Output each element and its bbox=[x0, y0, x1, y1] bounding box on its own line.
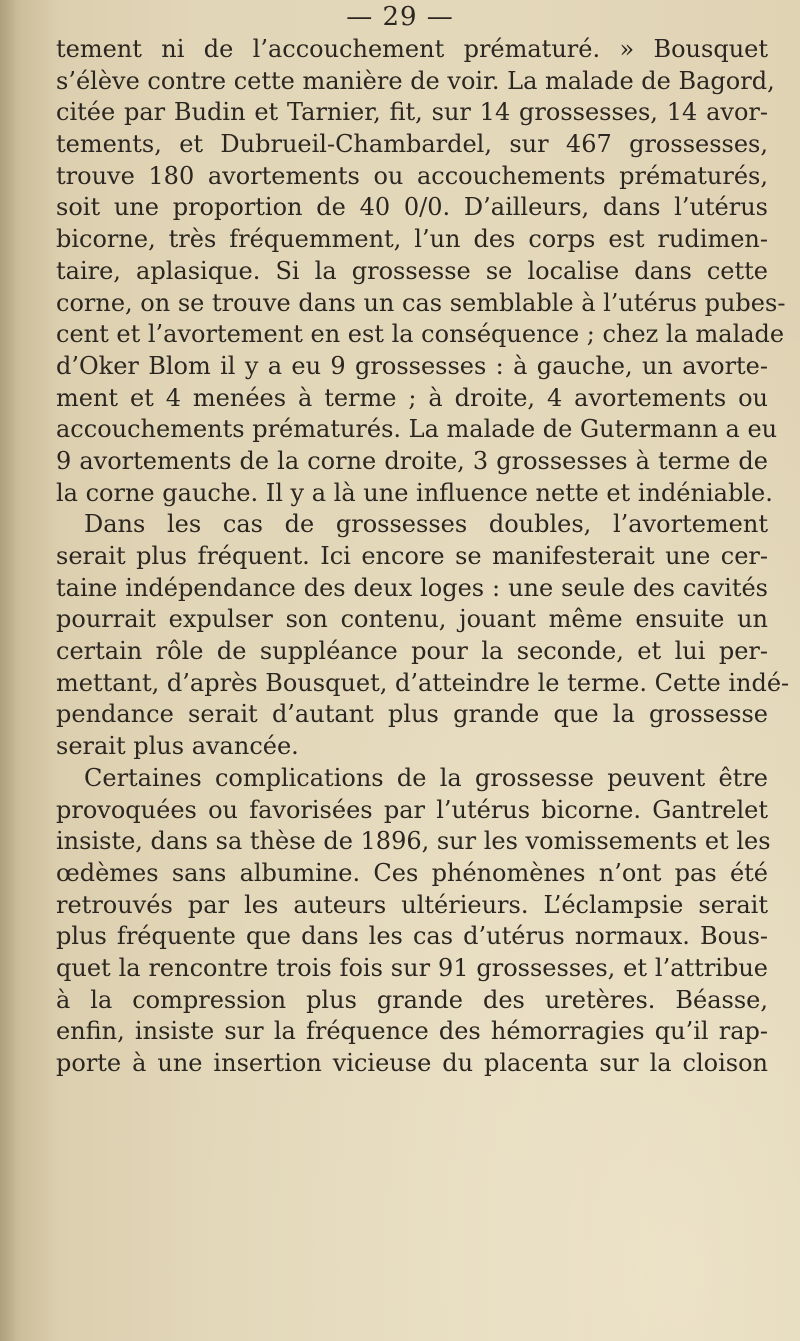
text-line: porte à une insertion vicieuse du placenta sur la cloison bbox=[56, 1049, 768, 1077]
text-line: certain rôle de suppléance pour la seconde, et lui per- bbox=[56, 637, 768, 666]
text-line: accouchements prématurés. La malade de Gutermann a eu bbox=[56, 415, 778, 444]
text-line: pourrait expulser son contenu, jouant même ensuite un bbox=[56, 605, 768, 634]
text-line: quet la rencontre trois fois sur 91 grossesses, et l’attribue bbox=[56, 953, 768, 982]
text-line: mettant, d’après Bousquet, d’atteindre le terme. Cette indé- bbox=[56, 668, 790, 697]
text-line: pendance serait d’autant plus grande que la grossesse bbox=[56, 700, 768, 729]
text-line: 9 avortements de la corne droite, 3 grossesses à terme de bbox=[56, 446, 768, 475]
text-line: s’élève contre cette manière de voir. La malade de Bagord, bbox=[56, 66, 775, 95]
text-line: tements, et Dubrueil-Chambardel, sur 467 grossesses, bbox=[56, 130, 768, 159]
text-line: retrouvés par les auteurs ultérieurs. L’éclampsie serait bbox=[56, 890, 768, 919]
text-line: serait plus avancée. bbox=[56, 732, 299, 761]
text-line: trouve 180 avortements ou accouchements prématurés, bbox=[56, 161, 768, 190]
text-line: d’Oker Blom il y a eu 9 grossesses : à gauche, un avorte- bbox=[56, 351, 768, 380]
text-line: tement ni de l’accouchement prématuré. » Bousquet bbox=[56, 35, 768, 63]
text-line: taire, aplasique. Si la grossesse se localise dans cette bbox=[56, 256, 768, 285]
text-line: citée par Budin et Tarnier, fit, sur 14 grossesses, 14 avor- bbox=[56, 98, 768, 127]
page-number: — 29 — bbox=[346, 2, 454, 32]
text-line: Dans les cas de grossesses doubles, l’avortement bbox=[84, 510, 768, 539]
text-line: la corne gauche. Il y a là une influence nette et indéniable. bbox=[56, 478, 773, 507]
text-line: à la compression plus grande des uretères. Béasse, bbox=[56, 985, 768, 1014]
text-line: corne, on se trouve dans un cas semblable à l’utérus pubes- bbox=[56, 288, 786, 317]
text-line: enfin, insiste sur la fréquence des hémorragies qu’il rap- bbox=[56, 1017, 768, 1046]
text-line: cent et l’avortement en est la conséquence ; chez la malade bbox=[56, 320, 785, 349]
text-line: ment et 4 menées à terme ; à droite, 4 avortements ou bbox=[56, 383, 768, 412]
text-line: Certaines complications de la grossesse peuvent être bbox=[84, 763, 768, 792]
text-line: taine indépendance des deux loges : une seule des cavités bbox=[56, 573, 768, 602]
text-line: bicorne, très fréquemment, l’un des corps est rudimen- bbox=[56, 225, 768, 254]
text-line: provoquées ou favorisées par l’utérus bicorne. Gantrelet bbox=[56, 795, 768, 824]
text-line: insiste, dans sa thèse de 1896, sur les vomissements et les bbox=[56, 827, 771, 856]
body-text bbox=[56, 34, 790, 1080]
text-line: serait plus fréquent. Ici encore se manifesterait une cer- bbox=[56, 542, 768, 570]
text-line: plus fréquente que dans les cas d’utérus normaux. Bous- bbox=[56, 922, 768, 951]
text-line: œdèmes sans albumine. Ces phénomènes n’ont pas été bbox=[56, 858, 768, 887]
page-binding-shadow bbox=[0, 0, 14, 1341]
text-line: soit une proportion de 40 0/0. D’ailleurs, dans l’utérus bbox=[56, 193, 768, 222]
